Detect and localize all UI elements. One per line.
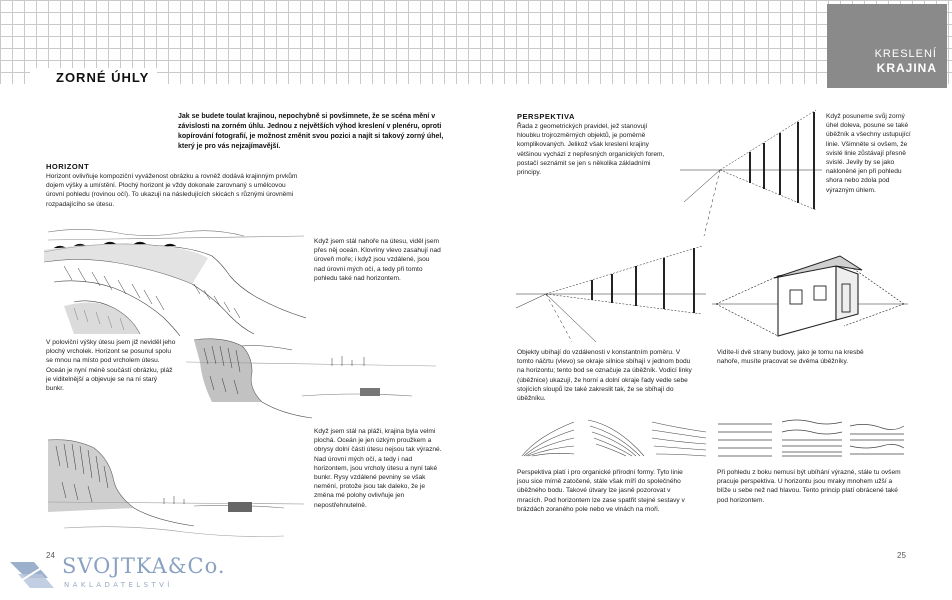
horizont-heading: HORIZONT — [46, 162, 90, 171]
perspektiva-heading: PERSPEKTIVA — [517, 112, 575, 121]
publisher-name: SVOJTKA&Co. — [62, 554, 226, 578]
building-two-point-diagram — [712, 252, 908, 342]
fence-caption: Když posuneme svůj zorný úhel doleva, posune se také úběžník a všechny ustupující linie. Všimněte si ovšem, že svislé linie zůstávají přesně svislé. Jevily by se jako nakloněné jen při pohledu shora nebo zdola pod výrazným úhlem. — [826, 113, 911, 194]
perspektiva-text: Řada z geometrických pravidel, jež stanovují hloubku trojrozměrných objektů, je poměrně komplikovaných. Jelikož však kreslení krajiny většinou vychází z nepřesných organických forem, postačí seznámit se jen s několika základními principy. — [517, 123, 665, 177]
cliff-beach-caption: Když jsem stál na pláži, krajina byla velmi plochá. Oceán je jen úzkým proužkem a obrysy dolní části útesu nejsou tak výrazné. Nad úrovní mých očí, a tedy i nad horizontem, jsou vrcholy útesu a nyní také bunkr. Rysy vzdálené pevniny se však nemění, protože jsou tak daleko, že je změna mé polohy ovlivňuje jen nepostřehnutelně. — [314, 428, 442, 509]
chapter-tab — [827, 4, 947, 88]
page-title: ZORNÉ ÚHLY — [30, 68, 157, 87]
page-number-right: 25 — [897, 551, 906, 560]
publisher-subtitle: NAKLADATELSTVÍ — [64, 581, 173, 589]
horizont-text: Horizont ovlivňuje kompoziční vyváženost obrázku a rovněž dodává krajinným prvkům dojem výšky a umístění. Plochý horizont je vždy dokonale zarovnaný s umělcovou úrovní pohledu (rovinou očí). To ukazuji na následujících skicách s různými úrovněmi rozpadajícího se útesu. — [46, 173, 298, 208]
chapter-tab-subtitle: KRESLENÍ — [874, 48, 937, 60]
cliff-top-sketch — [44, 222, 306, 336]
road-perspective-diagram — [516, 242, 706, 342]
road-caption: Objekty ubíhají do vzdálenosti v konstantním poměru. V tomto náčrtu (vlevo) se okraje silnice sbíhají v jednom bodu na horizontu; tento bod se označuje za úběžník. Vodicí linky (úběžnice) ukazují, že horní a dolní okraje řady vedle sebe stojících sloupů lze také zakreslit tak, že se sbíhají do úběžníku. — [517, 349, 692, 403]
bunker-icon — [360, 388, 380, 396]
organic-caption: Perspektiva platí i pro organické přírodní formy. Tyto linie jsou sice mírně zatočené, stále však míří do společného úběžného bodu. Takové útvary lze jasně pozorovat v mracích. Pod horizontem lze zase spatřit stejné sestavy v brázdách zoraného pole nebo ve vlnách na moři. — [517, 469, 685, 513]
chapter-tab-title: KRAJINA — [876, 61, 937, 75]
publisher-logo — [8, 552, 226, 596]
fence-perspective-diagram — [680, 106, 822, 242]
bunker-icon — [228, 502, 252, 512]
organic-perspective-examples — [518, 416, 708, 460]
side-view-perspective-examples — [716, 416, 906, 460]
side-caption: Při pohledu z boku nemusí být ubíhání výrazné, stále tu ovšem pracuje perspektiva. U horizontu jsou mraky mnohem užší a blíže u sebe než nad hlavou. Tento princip platí obrácené také pod horizontem. — [717, 469, 901, 504]
publisher-mark-icon — [8, 556, 56, 592]
page-number-left: 24 — [46, 551, 55, 560]
building-caption: Vidíte-li dvě strany budovy, jako je tomu na kresbě nahoře, musíte pracovat se dvěma úběžníky. — [717, 349, 864, 366]
cliff-half-sketch — [182, 332, 438, 422]
intro-paragraph: Jak se budete toulat krajinou, nepochybně si povšimnete, že se scéna mění v závislosti na zorném úhlu. Jednou z největších výhod kreslení v plenéru, oproti kopírování fotografií, je možnost změnit svou pozici a najít si takový zorný úhel, který je pro vás nejzajímavější. — [178, 113, 444, 150]
cliff-half-caption: V poloviční výšky útesu jsem již neviděl jeho plochý vrcholek. Horizont se posunul spolu se mnou na místo pod vrcholem útesu. Oceán je nyní méně součástí obrázku, pláž je viditelnější a objevuje se na ní starý bunkr. — [46, 339, 176, 393]
cliff-beach-sketch — [44, 432, 306, 544]
cliff-top-caption: Když jsem stál nahoře na útesu, viděl jsem přes něj oceán. Klovriny vlevo zasahují nad úroveň moře; i když jsou vzdálené, jsou nad úrovní mých očí, a tedy při tomto pohledu také nad horizontem. — [314, 238, 441, 282]
